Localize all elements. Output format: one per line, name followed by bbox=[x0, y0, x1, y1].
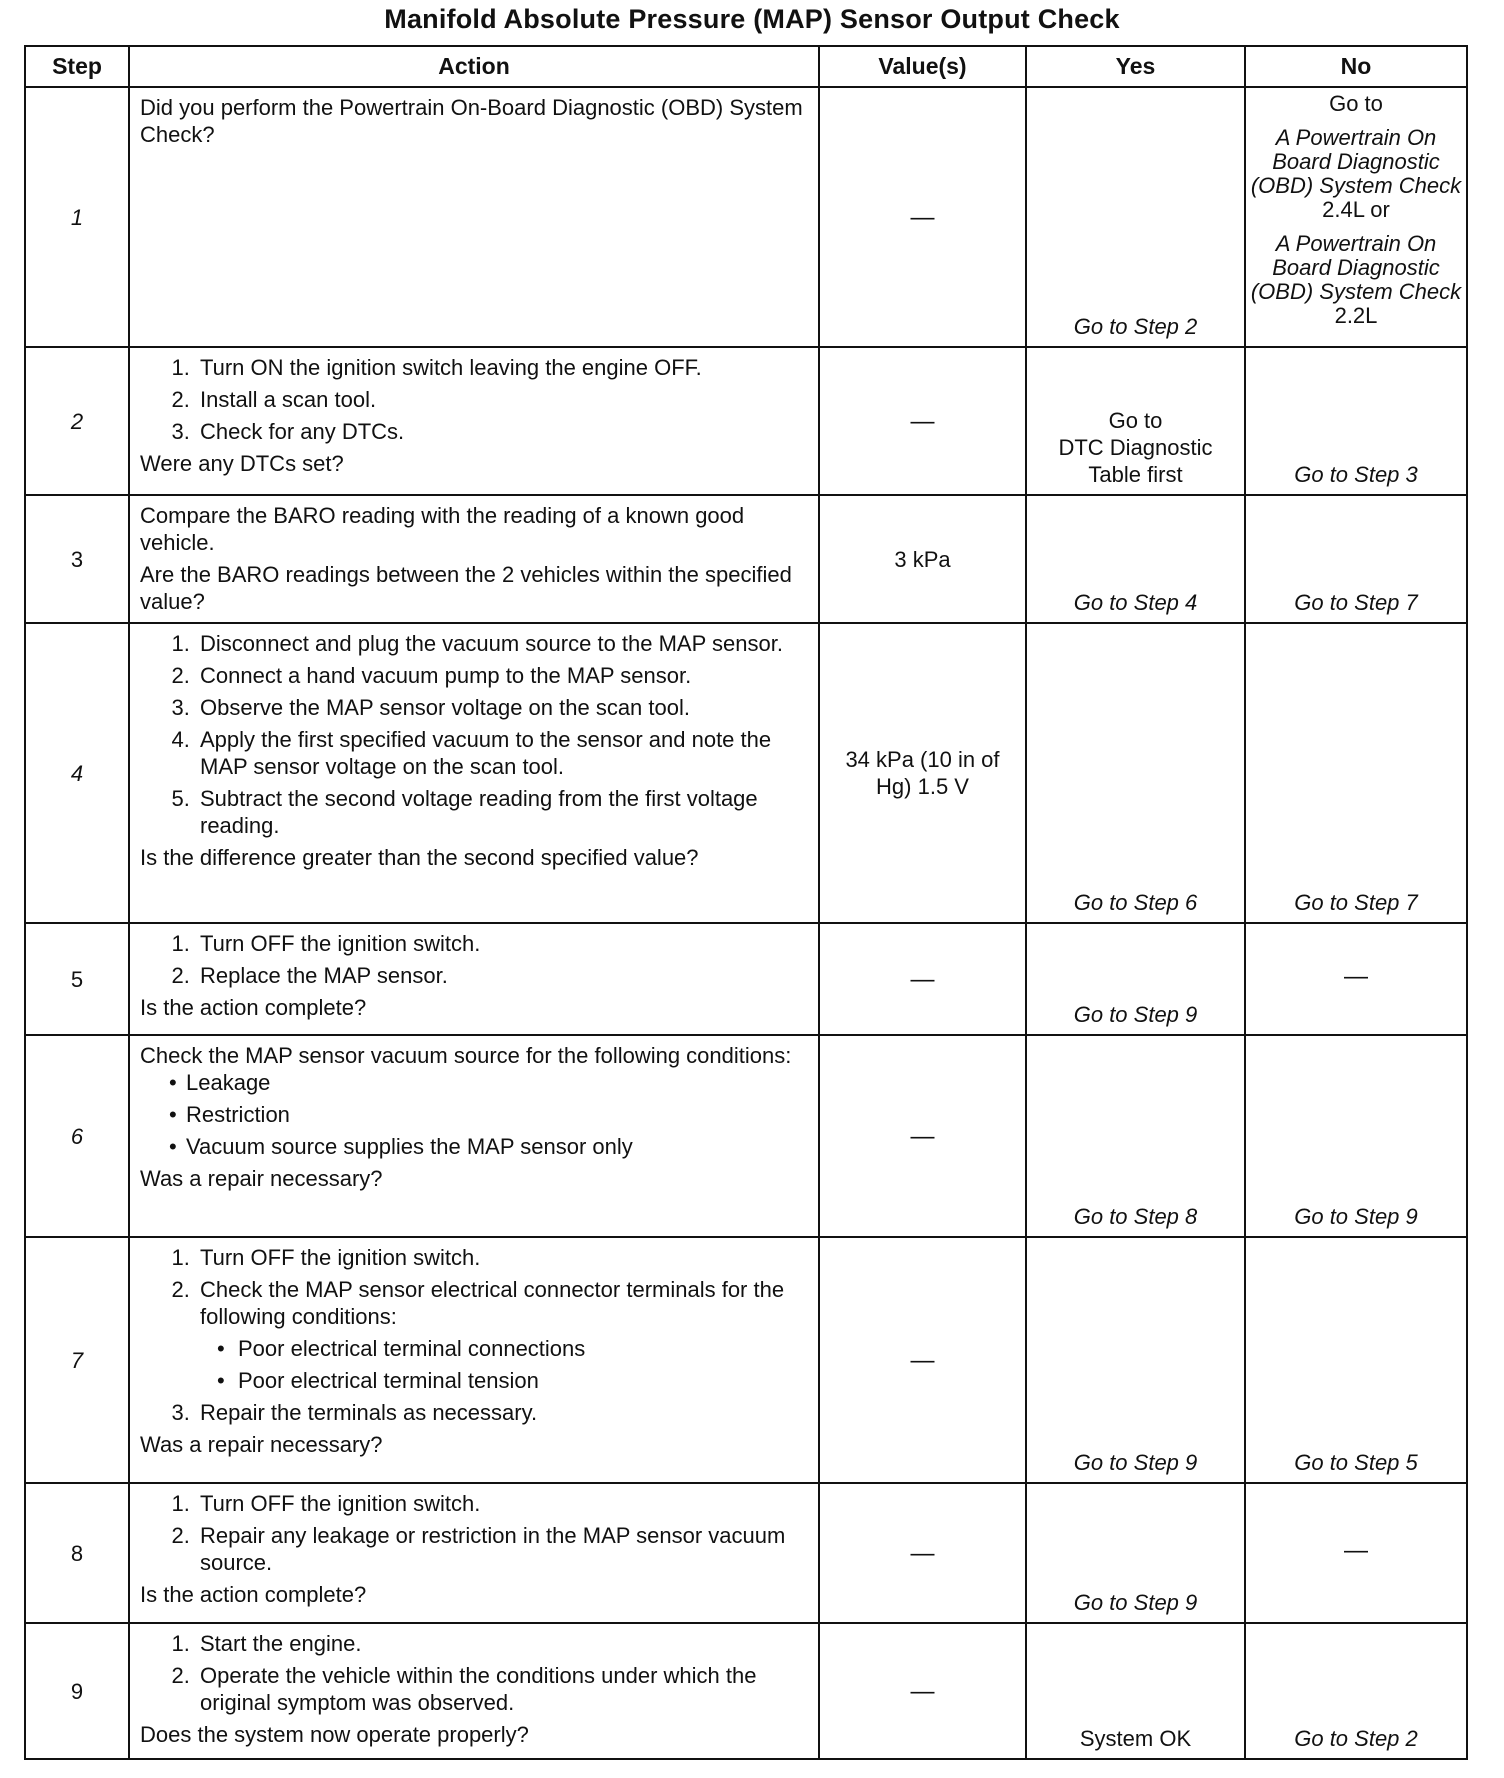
header-values: Value(s) bbox=[819, 46, 1026, 87]
action-step: 3. Repair the terminals as necessary. bbox=[196, 1399, 808, 1426]
action-step: 1. Start the engine. bbox=[196, 1630, 808, 1657]
action-steps bbox=[140, 1244, 808, 1426]
action-cell bbox=[129, 923, 819, 1035]
yes-link[interactable]: Go to Step 4 bbox=[1073, 590, 1198, 615]
no-reference-title: A Powertrain On Board Diagnostic (OBD) System Check bbox=[1250, 231, 1462, 304]
no-reference-suffix: 2.2L bbox=[1334, 303, 1378, 328]
action-step: 1. Turn OFF the ignition switch. bbox=[196, 1490, 808, 1517]
action-intro: Compare the BARO reading with the reading of a known good vehicle. bbox=[140, 503, 745, 555]
value-cell bbox=[819, 347, 1026, 495]
table-row bbox=[25, 495, 1467, 623]
value-cell bbox=[819, 1623, 1026, 1759]
no-reference-link[interactable] bbox=[1250, 126, 1462, 222]
value-cell bbox=[819, 623, 1026, 923]
table-header-row bbox=[25, 46, 1467, 87]
yes-cell bbox=[1026, 1035, 1245, 1237]
action-question: Was a repair necessary? bbox=[140, 1432, 383, 1457]
yes-link[interactable]: Go to Step 6 bbox=[1073, 890, 1198, 915]
no-reference-title: A Powertrain On Board Diagnostic (OBD) System Check bbox=[1250, 125, 1462, 198]
step-number: 9 bbox=[25, 1623, 129, 1759]
action-intro: Check the MAP sensor vacuum source for the following conditions: bbox=[140, 1043, 792, 1068]
action-step: 2. Connect a hand vacuum pump to the MAP sensor. bbox=[196, 662, 808, 689]
value-text: — bbox=[910, 407, 935, 435]
table-row bbox=[25, 1035, 1467, 1237]
diagnostic-table bbox=[24, 45, 1468, 1760]
no-reference-link[interactable] bbox=[1250, 232, 1462, 328]
value-cell bbox=[819, 1483, 1026, 1623]
table-row bbox=[25, 1483, 1467, 1623]
action-cell bbox=[129, 495, 819, 623]
yes-link[interactable]: Go to Step 2 bbox=[1073, 314, 1198, 339]
no-link[interactable]: Go to Step 3 bbox=[1294, 462, 1418, 487]
table-row bbox=[25, 923, 1467, 1035]
yes-cell bbox=[1026, 1483, 1245, 1623]
action-question: Are the BARO readings between the 2 vehicles within the specified value? bbox=[140, 562, 792, 614]
value-text: — bbox=[910, 1677, 935, 1705]
value-text: — bbox=[910, 1539, 935, 1567]
value-text: — bbox=[910, 965, 935, 993]
action-steps bbox=[140, 630, 808, 839]
action-step bbox=[196, 1276, 808, 1394]
no-cell bbox=[1245, 623, 1467, 923]
step-number: 5 bbox=[25, 923, 129, 1035]
action-step: 3. Observe the MAP sensor voltage on the scan tool. bbox=[196, 694, 808, 721]
action-steps bbox=[140, 1630, 808, 1716]
step-number: 3 bbox=[25, 495, 129, 623]
yes-cell bbox=[1026, 623, 1245, 923]
step-number: 8 bbox=[25, 1483, 129, 1623]
action-question: Were any DTCs set? bbox=[140, 451, 344, 476]
no-value: — bbox=[1344, 1536, 1368, 1564]
action-cell bbox=[129, 1035, 819, 1237]
action-step: 2. Repair any leakage or restriction in the MAP sensor vacuum source. bbox=[196, 1522, 808, 1576]
action-steps bbox=[140, 354, 808, 445]
yes-cell bbox=[1026, 923, 1245, 1035]
step-number: 4 bbox=[25, 623, 129, 923]
action-question: Is the action complete? bbox=[140, 995, 367, 1020]
value-cell bbox=[819, 1035, 1026, 1237]
no-reference-suffix: 2.4L or bbox=[1322, 197, 1390, 222]
action-cell bbox=[129, 87, 819, 347]
page-title: Manifold Absolute Pressure (MAP) Sensor Output Check bbox=[384, 4, 1120, 34]
yes-result: System OK bbox=[1079, 1726, 1192, 1751]
yes-cell bbox=[1026, 1623, 1245, 1759]
table-row bbox=[25, 1623, 1467, 1759]
no-goto-label: Go to bbox=[1329, 91, 1383, 116]
yes-link[interactable]: Go to Step 9 bbox=[1073, 1450, 1198, 1475]
value-text: 34 kPa (10 in of Hg) 1.5 V bbox=[845, 747, 1000, 799]
action-cell bbox=[129, 1483, 819, 1623]
header-action: Action bbox=[129, 46, 819, 87]
action-cell bbox=[129, 1237, 819, 1483]
no-cell bbox=[1245, 1623, 1467, 1759]
action-step: 1. Turn OFF the ignition switch. bbox=[196, 930, 808, 957]
action-step: 1. Disconnect and plug the vacuum source to the MAP sensor. bbox=[196, 630, 808, 657]
condition-item: • Restriction bbox=[186, 1101, 808, 1128]
action-question: Does the system now operate properly? bbox=[140, 1722, 529, 1747]
value-cell bbox=[819, 87, 1026, 347]
action-question: Is the action complete? bbox=[140, 1582, 367, 1607]
table-row bbox=[25, 87, 1467, 347]
yes-cell bbox=[1026, 87, 1245, 347]
yes-link[interactable]: Go to Step 9 bbox=[1073, 1590, 1198, 1615]
no-cell bbox=[1245, 1483, 1467, 1623]
action-question: Was a repair necessary? bbox=[140, 1166, 383, 1191]
action-question: Is the difference greater than the second specified value? bbox=[140, 845, 699, 870]
no-value: — bbox=[1344, 962, 1368, 990]
action-step: 1. Turn ON the ignition switch leaving the engine OFF. bbox=[196, 354, 808, 381]
value-text: 3 kPa bbox=[894, 546, 951, 572]
yes-cell bbox=[1026, 1237, 1245, 1483]
step-number: 6 bbox=[25, 1035, 129, 1237]
value-cell bbox=[819, 495, 1026, 623]
yes-goto-label: Go to bbox=[1108, 408, 1163, 433]
no-cell bbox=[1245, 347, 1467, 495]
no-cell bbox=[1245, 87, 1467, 347]
action-step: 1. Turn OFF the ignition switch. bbox=[196, 1244, 808, 1271]
yes-cell bbox=[1026, 495, 1245, 623]
yes-reference-line: DTC Diagnostic bbox=[1058, 435, 1213, 460]
yes-reference-line: Table first bbox=[1088, 462, 1183, 487]
value-cell bbox=[819, 1237, 1026, 1483]
action-steps bbox=[140, 1490, 808, 1576]
step-number: 2 bbox=[25, 347, 129, 495]
no-link[interactable]: Go to Step 7 bbox=[1294, 590, 1418, 615]
value-cell bbox=[819, 923, 1026, 1035]
action-steps bbox=[140, 930, 808, 989]
step-number: 1 bbox=[25, 87, 129, 347]
step-number: 7 bbox=[25, 1237, 129, 1483]
table-row bbox=[25, 623, 1467, 923]
no-link[interactable]: Go to Step 2 bbox=[1294, 1726, 1418, 1751]
yes-link[interactable] bbox=[1031, 407, 1240, 488]
condition-item: • Leakage bbox=[186, 1069, 808, 1096]
header-yes: Yes bbox=[1026, 46, 1245, 87]
yes-cell bbox=[1026, 347, 1245, 495]
action-question: Did you perform the Powertrain On-Board Diagnostic (OBD) System Check? bbox=[140, 95, 803, 147]
condition-list bbox=[140, 1069, 808, 1160]
value-text: — bbox=[910, 203, 935, 231]
action-step: 2. Replace the MAP sensor. bbox=[196, 962, 808, 989]
no-link[interactable]: Go to Step 7 bbox=[1294, 890, 1418, 915]
action-step: 2. Operate the vehicle within the conditions under which the original symptom was observed. bbox=[196, 1662, 808, 1716]
value-text: — bbox=[910, 1122, 935, 1150]
yes-link[interactable]: Go to Step 9 bbox=[1073, 1002, 1198, 1027]
condition-item: • Poor electrical terminal connections bbox=[234, 1335, 808, 1362]
action-step: 3. Check for any DTCs. bbox=[196, 418, 808, 445]
header-no: No bbox=[1245, 46, 1467, 87]
action-step: 2. Install a scan tool. bbox=[196, 386, 808, 413]
header-step: Step bbox=[25, 46, 129, 87]
action-step-text: Check the MAP sensor electrical connector terminals for the following conditions: bbox=[200, 1277, 785, 1329]
yes-link[interactable]: Go to Step 8 bbox=[1073, 1204, 1198, 1229]
no-link[interactable]: Go to Step 9 bbox=[1294, 1204, 1418, 1229]
table-row bbox=[25, 1237, 1467, 1483]
action-cell bbox=[129, 1623, 819, 1759]
action-cell bbox=[129, 623, 819, 923]
condition-list bbox=[200, 1335, 808, 1394]
no-cell bbox=[1245, 1035, 1467, 1237]
no-link[interactable]: Go to Step 5 bbox=[1294, 1450, 1418, 1475]
action-step: 5. Subtract the second voltage reading from the first voltage reading. bbox=[196, 785, 808, 839]
no-cell bbox=[1245, 1237, 1467, 1483]
value-text: — bbox=[910, 1346, 935, 1374]
no-cell bbox=[1245, 495, 1467, 623]
action-step: 4. Apply the first specified vacuum to the sensor and note the MAP sensor voltage on the scan tool. bbox=[196, 726, 808, 780]
condition-item: • Vacuum source supplies the MAP sensor only bbox=[186, 1133, 808, 1160]
table-row bbox=[25, 347, 1467, 495]
no-cell bbox=[1245, 923, 1467, 1035]
condition-item: • Poor electrical terminal tension bbox=[234, 1367, 808, 1394]
action-cell bbox=[129, 347, 819, 495]
